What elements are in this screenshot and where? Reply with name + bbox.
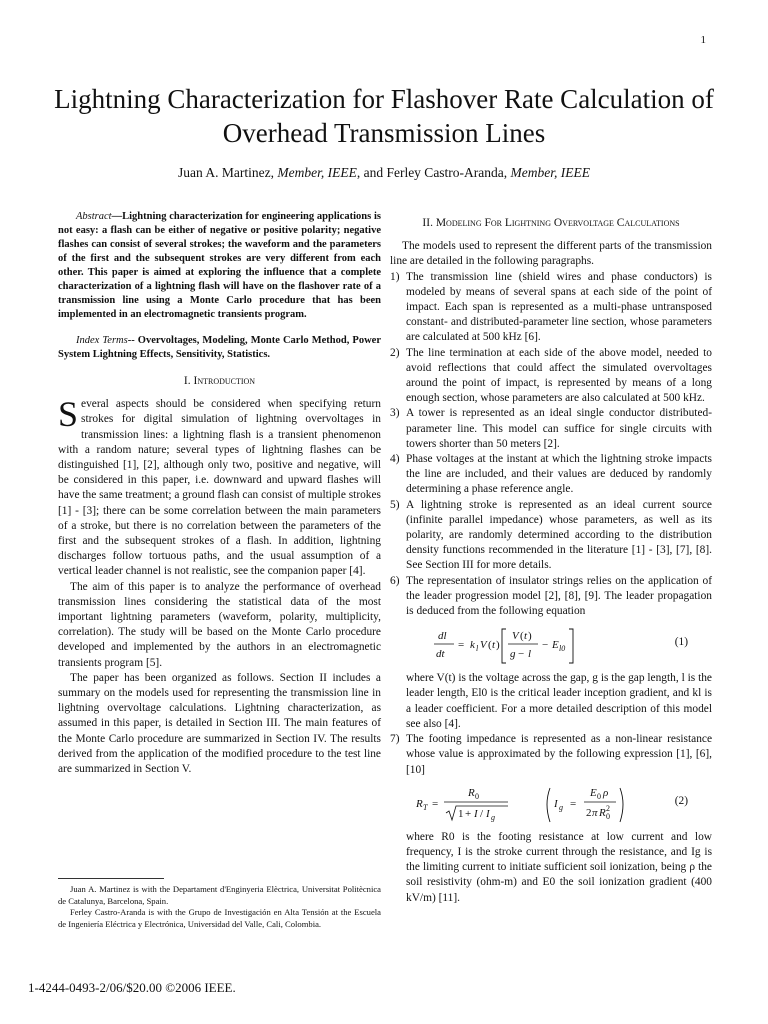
equation-1 — [406, 623, 712, 667]
svg-text:0: 0 — [597, 791, 601, 801]
svg-text:0: 0 — [475, 791, 479, 801]
svg-text:=: = — [458, 639, 465, 652]
svg-text:1: 1 — [458, 807, 464, 820]
abstract — [58, 210, 381, 322]
svg-text:T: T — [423, 802, 428, 812]
svg-text:I: I — [474, 807, 478, 820]
author-line — [40, 165, 728, 181]
equation-2-explanation: where R0 is the footing resistance at low current and low frequency, I is the stroke current through the resistance, and Ig is the limiting current to initiate sufficient soil ionization, being ρ the soil resistivity (ohm-m) and E0 the soil ionization gradient (400 kV/m) [11]. — [406, 830, 712, 904]
svg-text:2: 2 — [606, 803, 610, 813]
svg-text:=: = — [432, 797, 439, 810]
right-column — [390, 210, 712, 906]
svg-text:V: V — [480, 639, 487, 652]
svg-text:−: − — [542, 639, 549, 652]
author-2: , and Ferley Castro-Aranda, — [356, 165, 508, 180]
svg-text:V: V — [512, 630, 519, 643]
svg-text:/: / — [480, 807, 484, 820]
index-terms-text: -- Overvoltages, Modeling, Monte Carlo Method, Power System Lightning Effects, Sensitivity, Statistics. — [58, 335, 381, 360]
list-item: 6) The representation of insulator strings relies on the application of the leader progression model [2], [8], [9]. The leader propagation is deduced from the following equation dl dt = k l V ( t ) V ( t ) g − l − E l0 (1) where V(t) is the voltage across the gap, g is the gap length, l is the leader length, El0 is the critical leader inception gradient, and kl is a leader coefficient. For a more detailed description of this model see also [4]. — [390, 574, 712, 732]
svg-text:E: E — [590, 786, 597, 799]
svg-text:g: g — [510, 648, 516, 661]
footnote-2: Ferley Castro-Aranda is with the Grupo de Investigación en Alta Tensión at the Escuela de Ingeniería Eléctrica y Electrónica, Universidad del Valle, Cali, Colombia. — [58, 907, 381, 929]
svg-text:=: = — [570, 797, 577, 810]
svg-text:−: − — [518, 648, 525, 661]
svg-text:t: t — [524, 630, 528, 643]
svg-text:R: R — [468, 786, 475, 799]
list-item: 4) Phase voltages at the instant at which the lightning stroke impacts the line are included, and their values are deduced by randomly determining a phase reference angle. — [390, 453, 712, 496]
index-terms-label: Index Terms — [76, 335, 128, 346]
footnote-1: Juan A. Martinez is with the Departament d'Enginyeria Elèctrica, Universitat Politècnica de Catalunya, Barcelona, Spain. — [58, 884, 381, 906]
author-1: Juan A. Martinez, — [177, 165, 274, 180]
svg-text:l: l — [476, 644, 479, 654]
svg-text:2: 2 — [586, 806, 592, 819]
section-2-heading: II. Modeling For Lightning Overvoltage Calculations — [422, 217, 680, 229]
svg-text:dt: dt — [436, 648, 445, 661]
index-terms — [58, 334, 381, 362]
svg-text:E: E — [552, 639, 559, 652]
equation-2 — [406, 782, 712, 826]
svg-text:I: I — [486, 807, 490, 820]
svg-text:g: g — [559, 802, 563, 812]
list-item: 1) The transmission line (shield wires and phase conductors) is modeled by means of several spans at each side of the point of impact. Each span is represented as a multi-phase untransposed constant- and distributed-parameter line section, whose parameters are calculated at 500 kHz [6]. — [390, 270, 712, 344]
drop-cap: S — [58, 394, 79, 435]
svg-text:g: g — [491, 812, 495, 822]
svg-text:): ) — [496, 639, 500, 652]
equation-1-graphic — [428, 623, 668, 667]
svg-text:l0: l0 — [559, 644, 566, 654]
equation-1-number: (1) — [674, 636, 688, 649]
svg-text:ρ: ρ — [603, 786, 609, 799]
svg-text:t: t — [492, 639, 496, 652]
copyright-line: 1-4244-0493-2/06/$20.00 ©2006 IEEE. — [28, 980, 236, 995]
footnotes — [58, 884, 381, 930]
equation-2-number: (2) — [674, 794, 688, 807]
svg-text:R: R — [416, 797, 423, 810]
footnote-rule — [58, 878, 164, 879]
paper-title: Lightning Characterization for Flashover Rate Calculation of Overhead Transmission Lines — [54, 84, 714, 148]
section-1-paragraph-2: The aim of this paper is to analyze the performance of overhead transmission lines considering the statistical data of the most important lightning parameters (waveform, polarity, multiplicity, correlation). The study will be based on the Monte Carlo procedure developed and implemented by the authors in an electromagnetic transients program [5]. — [58, 580, 381, 669]
left-column — [58, 210, 381, 777]
svg-text:+: + — [465, 807, 472, 820]
svg-text:π: π — [592, 806, 598, 819]
svg-text:(: ( — [488, 639, 492, 652]
svg-text:dl: dl — [438, 630, 447, 643]
author-1-membership: Member, IEEE — [277, 165, 357, 180]
svg-text:l: l — [528, 648, 532, 661]
equation-2-graphic — [412, 782, 662, 826]
svg-text:R: R — [599, 806, 606, 819]
svg-text:(: ( — [520, 630, 524, 643]
section-1-heading: I. Introduction — [183, 375, 256, 387]
abstract-text: —Lightning characterization for engineering applications is not easy: a flash can be either of negative or positive polarity; negative flashes can consist of several strokes; the waveform and the parameters of the first and the subsequent strokes are very different from each other. This paper is aimed at exploring the influence that a complete characterization of a lightning flash will have on the flashover rate of a transmission line using a Monte Carlo procedure that has been implemented in an electromagnetic transients program. — [58, 211, 381, 320]
section-2-intro: The models used to represent the different parts of the transmission line are detailed in the following paragraphs. — [390, 240, 712, 268]
section-1-paragraph-3: The paper has been organized as follows. Section II includes a summary on the models used for representing the transmission line in lightning overvoltage calculations. Lightning characterization, as assumed in this paper, is detailed in Section III. The main features of the Monte Carlo procedure are summarized in Section IV. The results derived from the application of the modified procedure to the test line are summarized in Section V. — [58, 671, 381, 776]
svg-text:): ) — [528, 630, 532, 643]
section-1-paragraph-1: Several aspects should be considered when specifying return strokes for digital simulation of lightning overvoltages in transmission lines: a lightning flash is a transient phenomenon with a random nature; several types of lightning flashes can be distinguished [1], [2], although only two, positive and negative, will be considered in this paper, i.e. downward and upward flashes will have the same treatment; a ground flash can consist of multiple strokes [1] - [3]; there can be some correlation between the main parameters of a stroke, but there is no correlation between the parameters of the first and the subsequent strokes of a flash. In addition, lightning discharges follow tortuous paths, and the usual assumption of a vertical leader channel is not realistic, see the companion paper [4]. — [58, 394, 381, 578]
equation-1-explanation: where V(t) is the voltage across the gap, g is the gap length, l is the leader length, El0 is the critical leader inception gradient, and kl is a leader coefficient. For a more detailed description of this model see also [4]. — [406, 672, 712, 730]
svg-text:k: k — [470, 639, 475, 652]
svg-text:0: 0 — [606, 811, 610, 821]
page-number: 1 — [700, 34, 706, 46]
svg-text:I: I — [554, 797, 558, 810]
model-list — [390, 270, 712, 906]
abstract-label: Abstract — [76, 211, 112, 222]
list-item: 7) The footing impedance is represented as a non-linear resistance whose value is approximated by the following expression [1], [6], [10] R T = R 0 1 + I / I g I g = E 0 ρ 2 π R 2 0 (2) where R0 is the footing resistance at low current and low frequency, I is the stroke current through the resistance, and Ig is the limiting current to initiate sufficient soil ionization, being ρ the soil resistivity (ohm-m) and E0 the soil ionization gradient (400 kV/m) [11]. — [390, 732, 712, 906]
list-item: 3) A tower is represented as an ideal single conductor distributed-parameter line. This model can suffice for single circuits with towers shorter than 50 meters [2]. — [390, 407, 712, 450]
list-item: 5) A lightning stroke is represented as an ideal current source (infinite parallel impedance) whose parameters, as well as its polarity, are randomly determined according to the distribution density functions recommended in the literature [1] - [3], [7], [8]. See Section III for more details. — [390, 498, 712, 572]
list-item: 2) The line termination at each side of the above model, needed to avoid reflections that could affect the simulated overvoltages around the point of impact, is represented by means of a long enough section, whose parameters are also calculated at 500 kHz. — [390, 346, 712, 405]
author-2-membership: Member, IEEE — [510, 165, 591, 180]
